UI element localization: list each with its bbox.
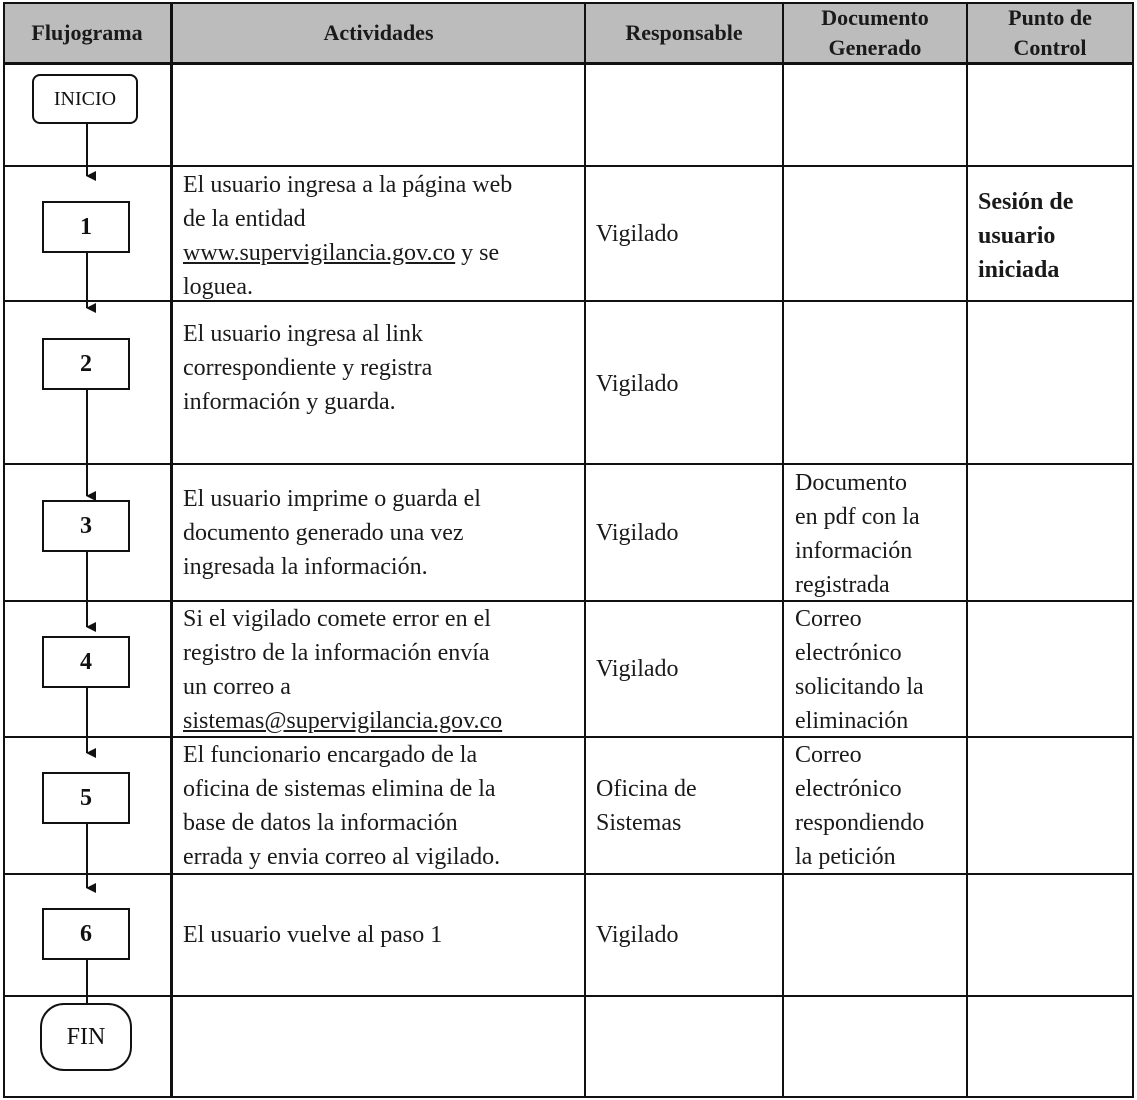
row2-responsable: Vigilado — [596, 371, 679, 397]
header-punto-de-control: Punto de Control — [1008, 4, 1092, 60]
row3-documento: Documento en pdf con la información registrada — [795, 470, 920, 598]
row6-actividad: El usuario vuelve al paso 1 — [183, 922, 443, 948]
flow-start-terminal: INICIO — [32, 74, 138, 124]
row1-actividad: El usuario ingresa a la página web de la entidad www.supervigilancia.gov.co y se loguea. — [183, 172, 513, 300]
flow-step-6-box: 6 — [42, 908, 130, 960]
entity-website-link[interactable]: www.supervigilancia.gov.co — [183, 240, 456, 266]
row5-documento: Correo electrónico respondiendo la petición — [795, 742, 925, 870]
header-actividades: Actividades — [323, 19, 434, 45]
row1-responsable: Vigilado — [596, 221, 679, 247]
flow-end-terminal: FIN — [40, 1003, 132, 1071]
row2-actividad: El usuario ingresa al link correspondiente y registra información y guarda. — [183, 321, 433, 415]
flow-step-2-box: 2 — [42, 338, 130, 390]
support-email-link[interactable]: sistemas@supervigilancia.gov.co — [183, 708, 503, 734]
row5-actividad: El funcionario encargado de la oficina de sistemas elimina de la base de datos la información errada y envia correo al vigilado. — [183, 742, 501, 870]
row3-actividad: El usuario imprime o guarda el documento generado una vez ingresada la información. — [183, 486, 481, 580]
flow-step-5-box: 5 — [42, 772, 130, 824]
row3-responsable: Vigilado — [596, 520, 679, 546]
flow-step-3-box: 3 — [42, 500, 130, 552]
row4-documento: Correo electrónico solicitando la eliminación — [795, 606, 924, 734]
flow-step-1-box: 1 — [42, 201, 130, 253]
flow-step-4-box: 4 — [42, 636, 130, 688]
row5-responsable: Oficina de Sistemas — [596, 776, 697, 836]
header-responsable: Responsable — [625, 19, 743, 45]
row4-responsable: Vigilado — [596, 656, 679, 682]
row1-punto-control: Sesión de usuario iniciada — [978, 189, 1074, 283]
header-documento-generado: Documento Generado — [821, 4, 929, 60]
header-flujograma: Flujograma — [31, 19, 143, 45]
row4-actividad: Si el vigilado comete error en el registro de la información envía un correo a sistemas@supervigilancia.gov.co — [183, 602, 583, 738]
row6-responsable: Vigilado — [596, 922, 679, 948]
